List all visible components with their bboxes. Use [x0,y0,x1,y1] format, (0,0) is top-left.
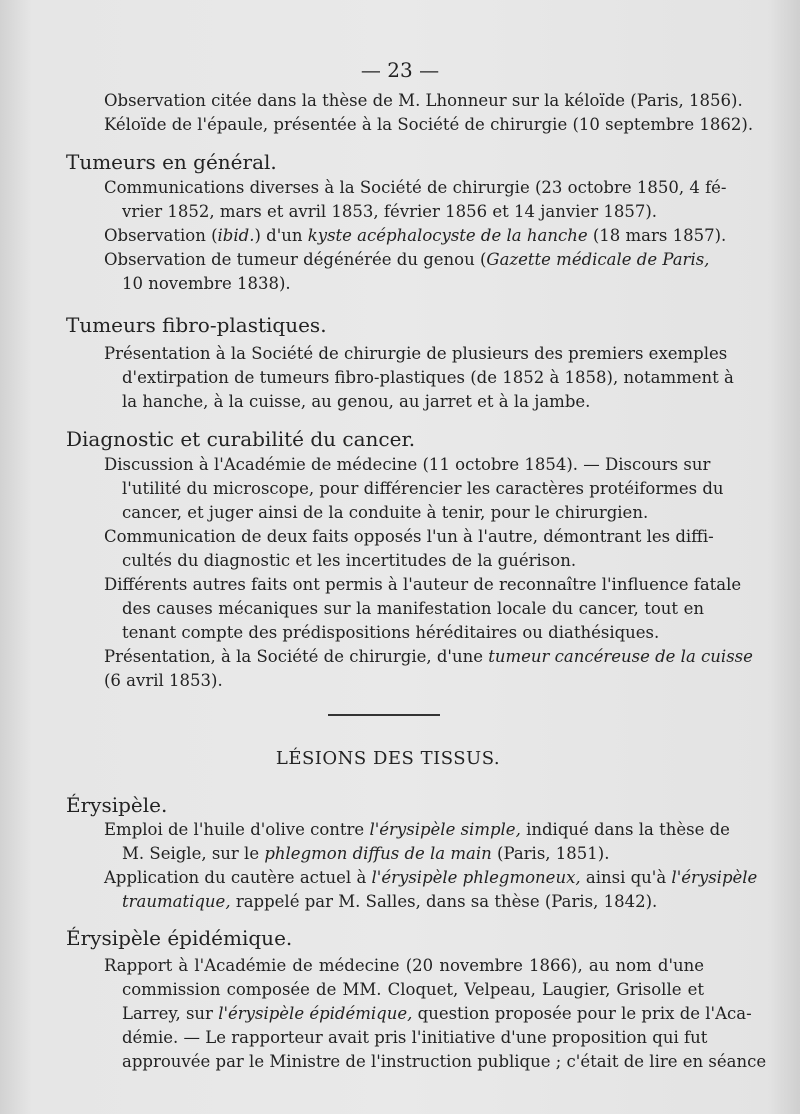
page-number: — 23 — [360,58,440,82]
intro-entries [104,89,754,137]
erysipele-paragraphs [104,818,758,914]
text-line: cultés du diagnostic et les incertitudes de la guérison. [122,551,577,570]
intro-line-1: Observation citée dans la thèse de M. Lhonneur sur la kéloïde (Paris, 1856). [104,91,743,110]
text-line: approuvée par le Ministre de l'instruction publique ; c'était de lire en séance [122,1052,767,1071]
text-line: d'extirpation de tumeurs fibro-plastiques (de 1852 à 1858), notamment à [122,368,734,387]
heading-tumeurs-fibro: Tumeurs fibro-plastiques. [66,313,327,337]
text-line: tenant compte des prédispositions héréditaires ou diathésiques. [122,623,660,642]
text-line: M. Seigle, sur le phlegmon diffus de la main (Paris, 1851). [122,844,610,863]
text-line: Présentation à la Société de chirurgie de plusieurs des premiers exemples [104,344,728,363]
text-line: Communications diverses à la Société de chirurgie (23 octobre 1850, 4 fé- [104,178,727,197]
text-line: Larrey, sur l'érysipèle épidémique, question proposée pour le prix de l'Aca- [122,1004,752,1023]
text-line: (6 avril 1853). [104,671,223,690]
diagnostic-paragraphs [104,453,753,693]
text-line: Observation (ibid.) d'un kyste acéphalocyste de la hanche (18 mars 1857). [104,226,727,245]
section-divider [328,714,440,716]
tumeurs-fibro-paragraph [104,342,734,414]
tumeurs-general-paragraphs [104,176,727,296]
text-line: la hanche, à la cuisse, au genou, au jarret et à la jambe. [122,392,591,411]
text-line: commission composée de MM. Cloquet, Velpeau, Laugier, Grisolle et [122,980,704,999]
section-title-lesions: LÉSIONS DES TISSUS. [275,748,501,769]
text-line: Différents autres faits ont permis à l'auteur de reconnaître l'influence fatale [104,575,742,594]
heading-erysipele: Érysipèle. [66,793,168,817]
text-line: Emploi de l'huile d'olive contre l'érysipèle simple, indiqué dans la thèse de [104,820,730,839]
heading-diagnostic: Diagnostic et curabilité du cancer. [66,427,416,451]
text-line: traumatique, rappelé par M. Salles, dans sa thèse (Paris, 1842). [122,892,658,911]
text-line: cancer, et juger ainsi de la conduite à tenir, pour le chirurgien. [122,503,649,522]
text-line: l'utilité du microscope, pour différencier les caractères protéiformes du [122,479,724,498]
text-line: des causes mécaniques sur la manifestation locale du cancer, tout en [122,599,704,618]
text-line: Rapport à l'Académie de médecine (20 novembre 1866), au nom d'une [104,956,704,975]
text-line: Observation de tumeur dégénérée du genou (Gazette médicale de Paris, [104,250,710,269]
text-line: démie. — Le rapporteur avait pris l'initiative d'une proposition qui fut [122,1028,708,1047]
text-line: Discussion à l'Académie de médecine (11 octobre 1854). — Discours sur [104,455,711,474]
text-line: 10 novembre 1838). [122,274,291,293]
text-line: vrier 1852, mars et avril 1853, février 1856 et 14 janvier 1857). [122,202,658,221]
heading-erysipele-epidemique: Érysipèle épidémique. [66,926,293,950]
text-line: Communication de deux faits opposés l'un à l'autre, démontrant les diffi- [104,527,714,546]
heading-tumeurs-general: Tumeurs en général. [66,150,277,174]
text-line: Application du cautère actuel à l'érysipèle phlegmoneux, ainsi qu'à l'érysipèle [104,868,758,887]
intro-line-2: Kéloïde de l'épaule, présentée à la Société de chirurgie (10 septembre 1862). [104,115,754,134]
text-line: Présentation, à la Société de chirurgie, d'une tumeur cancéreuse de la cuisse [104,647,753,666]
erysipele-epidemique-paragraph [104,954,767,1074]
